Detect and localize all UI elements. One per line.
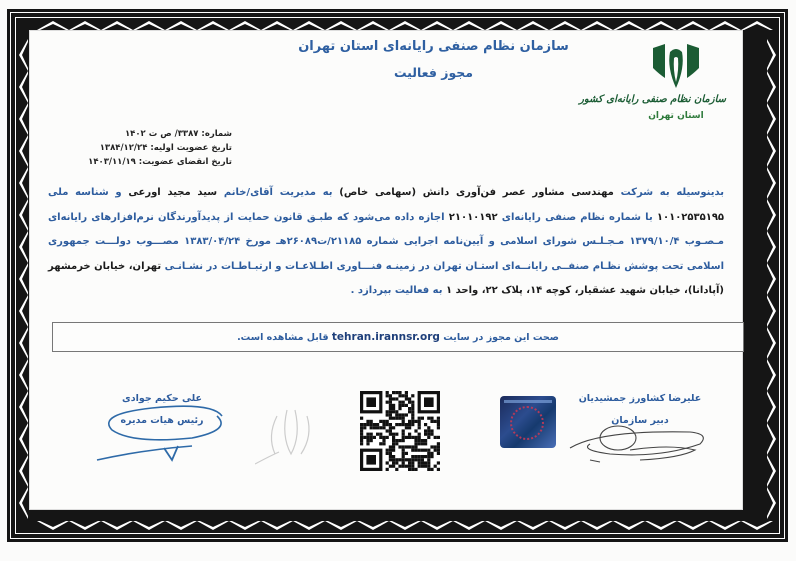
hologram-emblem-icon <box>510 406 544 440</box>
verification-box <box>52 322 744 352</box>
chairman-name: علی حکیم جوادی <box>122 393 202 404</box>
hologram-strip <box>504 400 552 403</box>
secretary-name: علیرضا کشاورز جمشیدیان <box>578 393 702 404</box>
certificate-meta <box>52 127 232 169</box>
body-text-1: بدینوسیله به شرکت <box>620 187 725 198</box>
logo-emblem-icon <box>645 38 707 94</box>
org-title-text: سازمان نظام صنفی رایانه‌ای استان تهران <box>298 39 569 54</box>
secretary-title: دبیر سازمان <box>611 415 669 426</box>
certificate-paper <box>29 30 743 510</box>
logo-province: استان تهران <box>648 111 704 121</box>
chairman-title: رئیس هیات مدیره <box>120 415 204 426</box>
signature-chairman <box>92 388 232 432</box>
doc-title-text: مجوز فعالیت <box>393 65 474 80</box>
membership-expiry-date: تاریخ انقضای عضویت: ۱۴۰۳/۱۱/۱۹ <box>88 157 232 167</box>
manager-name: سید مجید اورعی <box>128 187 218 198</box>
certificate-number: شماره: ۳۳۸۷/ ص ت ۱۴۰۲ <box>124 129 232 139</box>
body-text-4: با شماره نظام صنفی رایانه‌ای <box>501 211 653 223</box>
certificate-body <box>48 181 724 304</box>
address: تهران، خیابان خرمشهر (آپادانا)، خیابان شهید عشقیار، کوچه ۱۴، پلاک ۲۲، واحد ۱ <box>48 260 724 296</box>
security-hologram <box>500 396 556 448</box>
guild-number: ۲۱۰۱۰۱۹۲ <box>448 211 498 223</box>
national-id: ۱۰۱۰۲۵۳۵۱۹۵ <box>656 211 725 223</box>
verify-text-after: قابل مشاهده است. <box>237 332 329 343</box>
watermark-logo-icon <box>255 396 335 466</box>
signature-secretary <box>560 388 720 432</box>
org-logo <box>579 38 726 153</box>
body-text-5: اجازه داده می‌شود که طبـق قانون حمایت از پدیدآورندگان نرم‌افزارهای رایانه‌ای مـصـوب ۱۳۷۹/۱۰/۴ مـجـلـس شورای اسلامی و آیین‌نامه اجرایی شماره ۲۱۱۸۵/ت۲۶۰۸۹هـ مورخ ۱۳۸۳/۰۴/۲۴ مصـــوب دولـــت جمهوری اسلامی تحت پوشش نظـام صنفــی رایانــه‌ای استـان تهران در زمینـه فنـــاوری اطـلاعـات و ارتبـاطـات در نشـانـی <box>48 211 725 272</box>
company-name: مهندسی مشاور عصر فن‌آوری دانش (سهامی خاص) <box>339 187 614 198</box>
verify-site-link[interactable]: tehran.irannsr.org <box>331 331 440 343</box>
verify-text-before: صحت این مجوز در سایت <box>443 332 559 343</box>
logo-name: سازمان نظام صنفی رایانه‌ای کشور <box>579 94 726 105</box>
body-text-6: به فعالیت بپردازد . <box>350 285 443 296</box>
first-membership-date: تاریخ عضویت اولیه: ۱۳۸۴/۱۲/۲۴ <box>99 143 232 153</box>
body-text-3: و شناسه ملی <box>48 187 122 198</box>
qr-code[interactable] <box>360 391 440 471</box>
body-text-2: به مدیریت آقای/خانم <box>223 187 333 198</box>
